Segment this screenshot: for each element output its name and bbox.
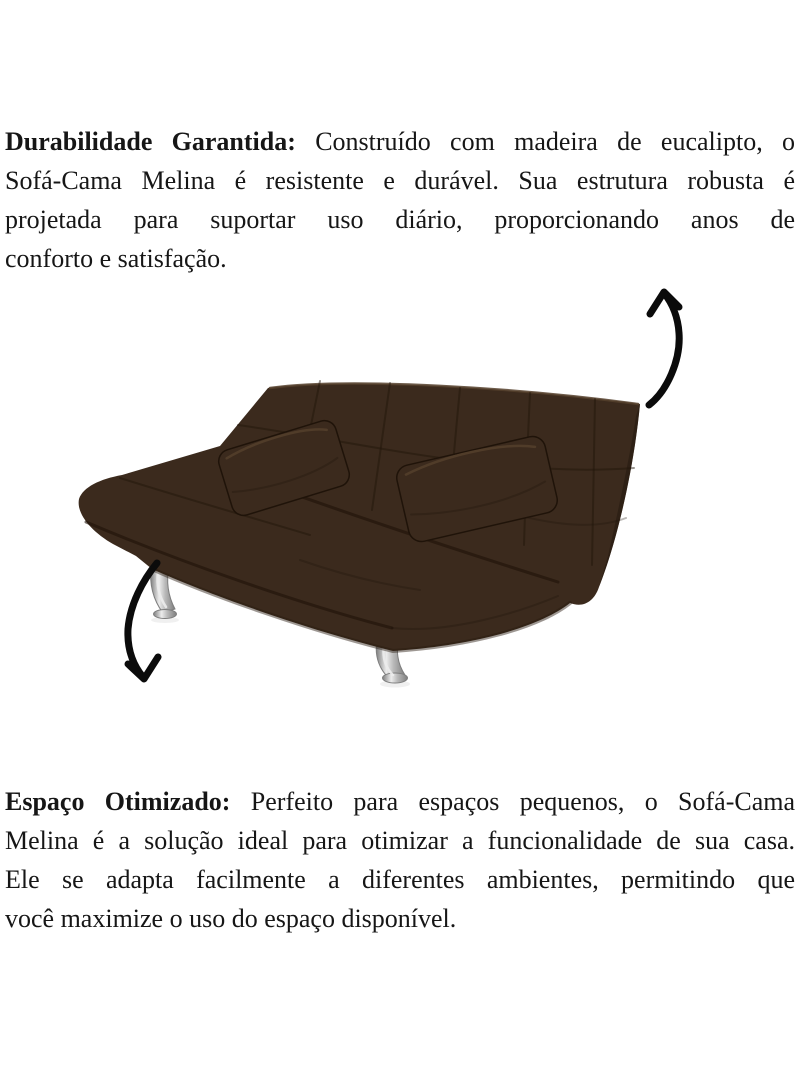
durability-heading: Durabilidade Garantida: [5, 127, 296, 156]
text-line: Melina é a solução ideal para otimizar a funcionalidade de sua casa. [5, 826, 795, 855]
text-line: você maximize o uso do espaço disponível. [5, 904, 457, 933]
text-segment: Perfeito para espaços pequenos, o Sofá-Cama [250, 787, 796, 816]
text-line: projetada para suportar uso diário, proporcionando anos de [5, 205, 795, 234]
optimized-space-section [5, 782, 795, 938]
arrow-up-icon [649, 292, 679, 405]
text-line: Ele se adapta facilmente a diferentes ambientes, permitindo que [5, 865, 795, 894]
text-line [5, 782, 795, 821]
text-line: Sofá-Cama Melina é resistente e durável. Sua estrutura robusta é [5, 166, 795, 195]
text-line: conforto e satisfação. [5, 244, 227, 273]
text-segment: Construído com madeira de eucalipto, o [315, 127, 796, 156]
space-heading: Espaço Otimizado: [5, 787, 231, 816]
